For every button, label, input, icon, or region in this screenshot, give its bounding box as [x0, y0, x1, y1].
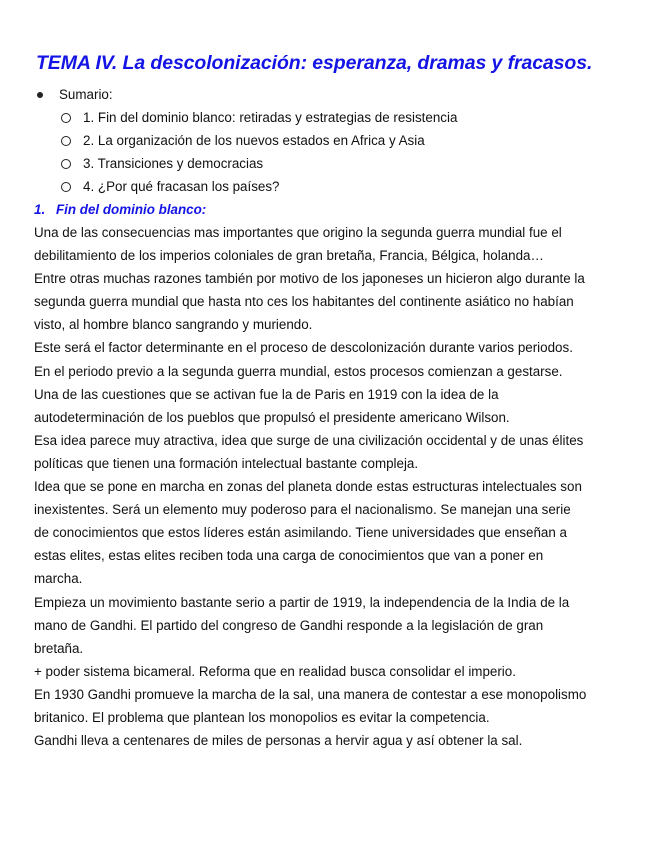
text-line: bretaña. — [34, 640, 84, 656]
summary-list — [34, 83, 626, 198]
text-line: políticas que tienen una formación intelectual bastante compleja. — [34, 455, 419, 471]
body-text — [34, 221, 626, 752]
text-line: + poder sistema bicameral. Reforma que en realidad busca consolidar el imperio. — [34, 663, 516, 679]
document-title: TEMA IV. La descolonización: esperanza, dramas y fracasos. — [36, 52, 593, 74]
text-line: autodeterminación de los pueblos que propulsó el presidente americano Wilson. — [34, 409, 510, 425]
section-title: Fin del dominio blanco: — [56, 202, 207, 217]
summary-item-text: 4. ¿Por qué fracasan los países? — [83, 179, 280, 194]
summary-item-text: 2. La organización de los nuevos estados en Africa y Asia — [83, 133, 425, 148]
text-line: marcha. — [34, 571, 83, 587]
hollow-bullet-icon — [61, 182, 71, 192]
text-line: de conocimientos que estos líderes están asimilando. Tiene universidades que enseñan a — [34, 525, 567, 541]
text-line: debilitamiento de los imperios coloniales de gran bretaña, Francia, Bélgica, holanda… — [34, 248, 544, 264]
text-line: Empieza un movimiento bastante serio a partir de 1919, la independencia de la India de la — [34, 594, 570, 610]
text-line: Este será el factor determinante en el proceso de descolonización durante varios periodos. — [34, 340, 573, 356]
text-line: segunda guerra mundial que hasta nto ces los habitantes del continente asiático no habían — [34, 294, 574, 310]
text-line: Gandhi lleva a centenares de miles de personas a hervir agua y así obtener la sal. — [34, 733, 523, 749]
text-line: Entre otras muchas razones también por motivo de los japoneses un hicieron algo durante la — [34, 271, 585, 287]
hollow-bullet-icon — [61, 136, 71, 146]
text-line: Una de las consecuencias mas importantes que origino la segunda guerra mundial fue el — [34, 225, 562, 240]
summary-item — [61, 129, 626, 152]
section-number: 1. — [34, 202, 46, 217]
bullet-icon — [37, 92, 43, 98]
summary-items — [34, 106, 626, 198]
summary-item — [61, 106, 626, 129]
text-line: Una de las cuestiones que se activan fue la de Paris en 1919 con la idea de la — [34, 386, 499, 402]
summary-item-text: 3. Transiciones y democracias — [83, 156, 264, 171]
summary-label: Sumario: — [59, 87, 113, 102]
hollow-bullet-icon — [61, 113, 71, 123]
section-heading — [34, 198, 626, 221]
text-line: inexistentes. Será un elemento muy poderoso para el nacionalismo. Se manejan una serie — [34, 502, 571, 518]
document-page — [34, 50, 626, 752]
text-line: estas elites, estas elites reciben toda una carga de conocimientos que van a poner en — [34, 548, 544, 564]
summary-item-text: 1. Fin del dominio blanco: retiradas y estrategias de resistencia — [83, 110, 458, 125]
text-line: En 1930 Gandhi promueve la marcha de la sal, una manera de contestar a ese monopolismo — [34, 686, 587, 702]
text-line: Esa idea parece muy atractiva, idea que surge de una civilización occidental y de unas élites — [34, 432, 584, 448]
text-line: visto, al hombre blanco sangrando y muriendo. — [34, 317, 313, 333]
text-line: Idea que se pone en marcha en zonas del planeta donde estas estructuras intelectuales son — [34, 479, 582, 495]
summary-item — [61, 175, 626, 198]
summary-header — [34, 83, 626, 106]
text-line: En el periodo previo a la segunda guerra mundial, estos procesos comienzan a gestarse. — [34, 363, 563, 379]
text-line: britanico. El problema que plantean los monopolios es evitar la competencia. — [34, 709, 490, 725]
summary-item — [61, 152, 626, 175]
hollow-bullet-icon — [61, 159, 71, 169]
text-line: mano de Gandhi. El partido del congreso de Gandhi responde a la legislación de gran — [34, 617, 544, 633]
